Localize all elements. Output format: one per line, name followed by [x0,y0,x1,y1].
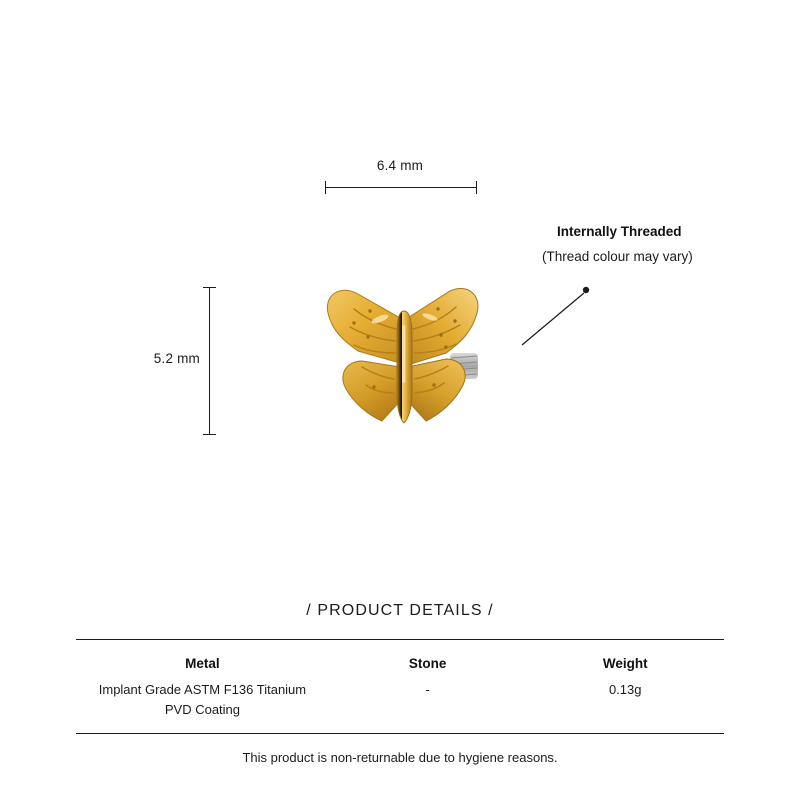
threading-callout-subtitle: (Thread colour may vary) [542,249,693,264]
spec-header-stone: Stone [408,656,447,671]
spec-column-metal [76,656,329,720]
width-dimension-label: 6.4 mm [376,158,424,173]
spec-header-metal: Metal [185,656,220,671]
height-dimension-line [209,287,210,435]
callout-leader-line [520,285,600,347]
width-dimension-line [325,187,477,188]
spec-value-metal-line1: Implant Grade ASTM F136 Titanium [98,682,307,697]
spec-header-weight: Weight [602,656,648,671]
spec-value-weight: 0.13g [608,682,642,697]
spec-column-weight [526,656,724,720]
details-bottom-divider [76,733,724,734]
details-top-divider [76,639,724,640]
height-dimension-label: 5.2 mm [153,351,200,366]
specs-table [76,656,724,720]
spec-value-stone: - [425,682,430,697]
threading-callout-title: Internally Threaded [557,224,682,239]
spec-column-stone [329,656,527,720]
butterfly-product-image [310,275,500,450]
product-details-heading: / PRODUCT DETAILS / [306,602,494,619]
returns-policy-note: This product is non-returnable due to hygiene reasons. [242,750,558,765]
spec-value-metal-line2: PVD Coating [164,702,241,718]
spec-value-metal [76,680,329,720]
